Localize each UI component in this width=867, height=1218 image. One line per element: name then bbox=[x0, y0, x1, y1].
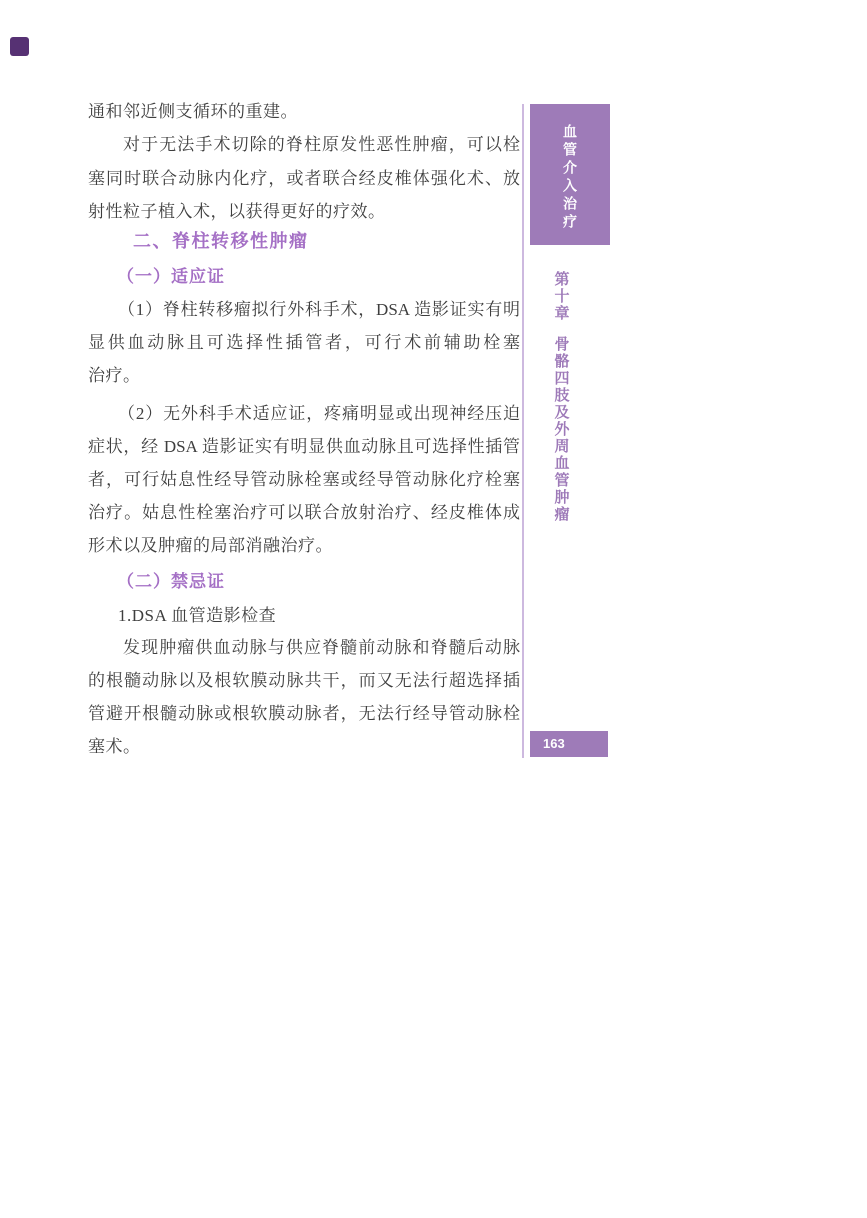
body-line: 塞同时联合动脉内化疗，或者联合经皮椎体强化术、放 bbox=[88, 169, 520, 188]
page-corner-ornament bbox=[10, 37, 29, 56]
body-line: 者，可行姑息性经导管动脉栓塞或经导管动脉化疗栓塞 bbox=[88, 470, 520, 489]
body-line: 塞术。 bbox=[88, 737, 141, 756]
body-line: （2）无外科手术适应证，疼痛明显或出现神经压迫 bbox=[118, 404, 520, 423]
body-line: 形术以及肿瘤的局部消融治疗。 bbox=[88, 536, 333, 555]
subsection-heading-indications: （一）适应证 bbox=[117, 267, 225, 286]
body-line: 管避开根髓动脉或根软膜动脉者，无法行经导管动脉栓 bbox=[88, 704, 520, 723]
sidebar-tab bbox=[530, 104, 610, 245]
body-line: 症状，经 DSA 造影证实有明显供血动脉且可选择性插管 bbox=[88, 437, 520, 456]
body-line: 射性粒子植入术，以获得更好的疗效。 bbox=[88, 202, 386, 221]
chapter-title: 骨骼四肢及外周血管肿瘤 bbox=[552, 336, 570, 523]
body-line: 对于无法手术切除的脊柱原发性恶性肿瘤，可以栓 bbox=[123, 135, 520, 154]
body-line: 发现肿瘤供血动脉与供应脊髓前动脉和脊髓后动脉 bbox=[123, 638, 520, 657]
subsection-heading-contraindications: （二）禁忌证 bbox=[117, 572, 225, 591]
sidebar-rule bbox=[522, 104, 524, 758]
body-line: 治疗。姑息性栓塞治疗可以联合放射治疗、经皮椎体成 bbox=[88, 503, 520, 522]
page-number-badge: 163 bbox=[530, 731, 608, 757]
sidebar-chapter bbox=[544, 271, 578, 571]
body-line: （1）脊柱转移瘤拟行外科手术，DSA 造影证实有明 bbox=[118, 300, 520, 319]
chapter-number: 第十章 bbox=[552, 271, 570, 322]
chapter-label bbox=[551, 271, 572, 571]
body-line: 的根髓动脉以及根软膜动脉共干，而又无法行超选择插 bbox=[88, 671, 520, 690]
section-heading: 二、脊柱转移性肿瘤 bbox=[133, 231, 309, 251]
numbered-heading-dsa: 1.DSA 血管造影检查 bbox=[118, 606, 277, 625]
sidebar-tab-label: 血管介入治疗 bbox=[562, 123, 578, 232]
body-line: 通和邻近侧支循环的重建。 bbox=[88, 102, 298, 121]
body-line: 治疗。 bbox=[88, 366, 141, 385]
body-line: 显供血动脉且可选择性插管者，可行术前辅助栓塞 bbox=[88, 333, 520, 352]
